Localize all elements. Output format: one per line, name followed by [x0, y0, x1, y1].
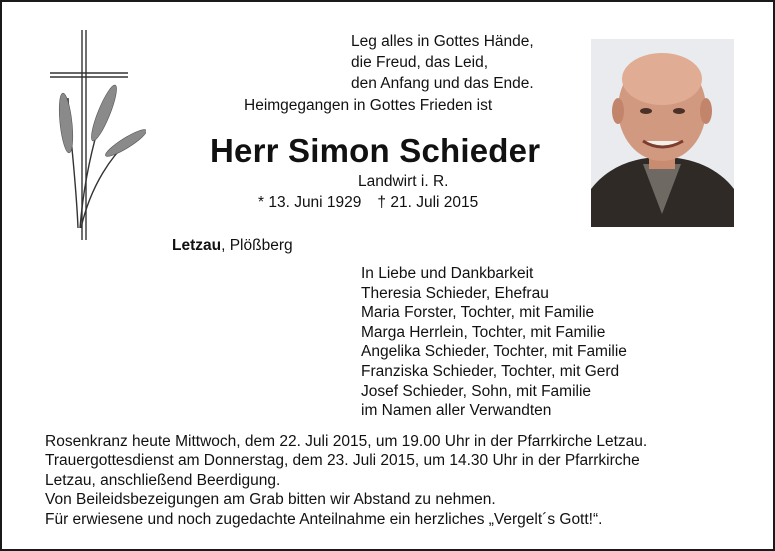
cross-with-wheat-icon [46, 28, 146, 242]
occupation: Landwirt i. R. [358, 173, 449, 190]
list-item: Theresia Schieder, Ehefrau [361, 284, 549, 302]
deceased-name: Herr Simon Schieder [210, 132, 541, 169]
place-rest: , Plößberg [221, 237, 293, 254]
place [172, 237, 293, 255]
funeral-notice [45, 432, 647, 529]
notice-line: Für erwiesene und noch zugedachte Anteilnahme ein herzliches „Vergelt´s Gott!“. [45, 510, 603, 528]
notice-line: Von Beileidsbezeigungen am Grab bitten wir Abstand zu nehmen. [45, 491, 496, 509]
list-item: Angelika Schieder, Tochter, mit Familie [361, 343, 627, 361]
list-item: Josef Schieder, Sohn, mit Familie [361, 382, 592, 400]
list-item: Franziska Schieder, Tochter, mit Gerd [361, 362, 620, 380]
death-date: † 21. Juli 2015 [377, 194, 479, 211]
notice-line: Trauergottesdienst am Donnerstag, dem 23. Juli 2015, um 14.30 Uhr in der Pfarrkirche [45, 452, 640, 470]
notice-line: Rosenkranz heute Mittwoch, dem 22. Juli 2015, um 19.00 Uhr in der Pfarrkirche Letzau. [45, 433, 648, 450]
list-item: In Liebe und Dankbarkeit [361, 265, 534, 282]
notice-line: Letzau, anschließend Beerdigung. [45, 471, 281, 489]
poem-line: den Anfang und das Ende. [351, 75, 534, 92]
poem-line: Leg alles in Gottes Hände, [351, 33, 534, 50]
life-dates [258, 194, 478, 212]
mourners-list [361, 264, 627, 421]
poem [351, 31, 534, 94]
portrait-photo [591, 39, 734, 227]
list-item: Marga Herrlein, Tochter, mit Familie [361, 323, 606, 341]
list-item: im Namen aller Verwandten [361, 402, 552, 420]
poem-line: die Freud, das Leid, [351, 54, 489, 71]
intro-text: Heimgegangen in Gottes Frieden ist [244, 97, 493, 114]
place-town: Letzau [172, 237, 222, 254]
birth-date: * 13. Juni 1929 [258, 194, 362, 211]
list-item: Maria Forster, Tochter, mit Familie [361, 304, 595, 322]
